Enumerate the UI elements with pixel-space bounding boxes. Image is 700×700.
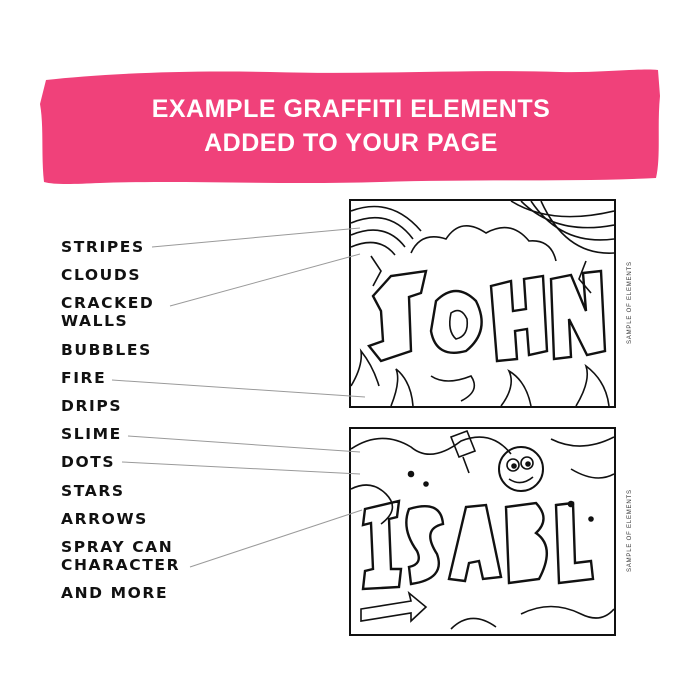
top-panel-side-label: SAMPLE OF ELEMENTS <box>627 261 633 344</box>
leader-line-dots <box>122 462 360 474</box>
leader-line-cracked-walls <box>170 254 360 306</box>
leader-line-spray-can-character <box>190 510 362 567</box>
leader-line-fire <box>112 380 365 397</box>
banner-title-line-1: EXAMPLE GRAFFITI ELEMENTS <box>151 95 551 123</box>
list-item-slime: SLIME <box>61 425 122 444</box>
list-item-stripes: STRIPES <box>61 238 145 256</box>
list-item-and-more: AND MORE <box>61 584 169 603</box>
list-item-spray-can-character: SPRAY CAN CHARACTER <box>61 537 181 574</box>
list-item-cracked-walls: CRACKED WALLS <box>61 294 155 331</box>
list-item-stars: STARS <box>61 481 125 500</box>
banner-title-line-2: ADDED TO YOUR PAGE <box>204 129 498 157</box>
list-item-bubbles: BUBBLES <box>61 340 152 359</box>
list-item-arrows: ARROWS <box>61 509 148 528</box>
list-item-clouds: CLOUDS <box>61 266 142 285</box>
bottom-panel-side-label: SAMPLE OF ELEMENTS <box>627 489 633 572</box>
leader-line-stripes <box>152 228 360 247</box>
leader-line-slime <box>128 436 360 452</box>
list-item-drips: DRIPS <box>61 396 123 415</box>
list-item-fire: FIRE <box>61 368 107 387</box>
list-item-dots: DOTS <box>61 453 116 472</box>
